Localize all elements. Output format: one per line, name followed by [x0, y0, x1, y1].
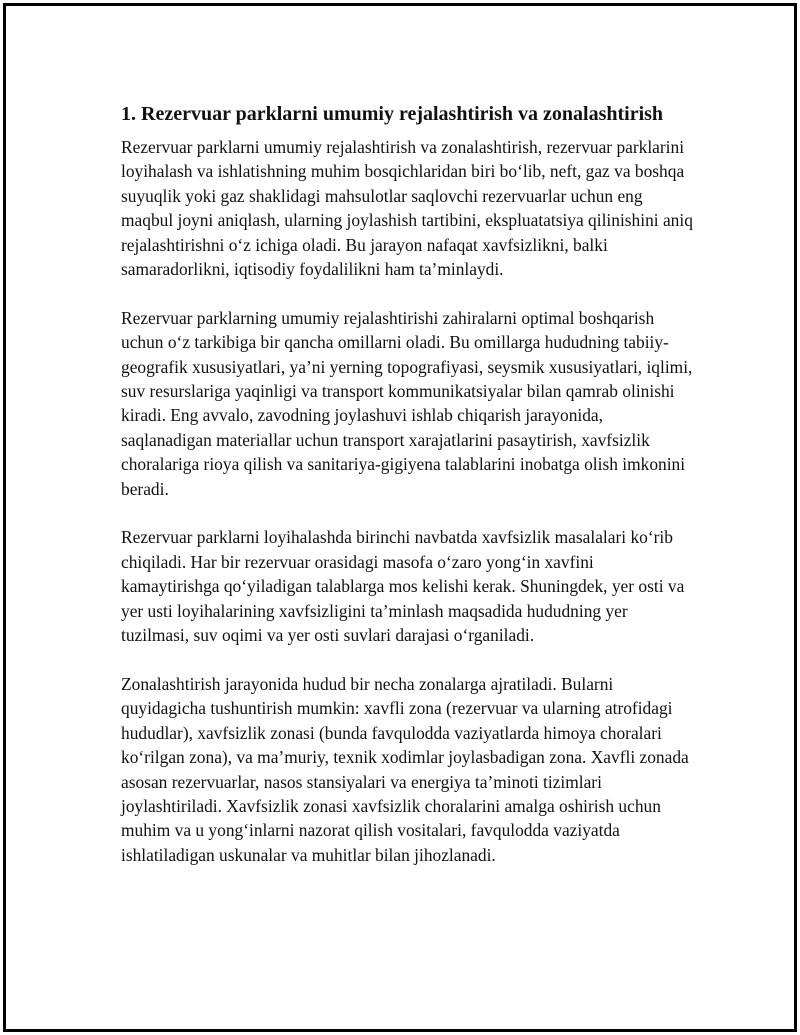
- section-heading: 1. Rezervuar parklarni umumiy rejalashtirish va zonalashtirish: [121, 103, 664, 125]
- paragraph-1: Rezervuar parklarni umumiy rejalashtirish va zonalashtirish, rezervuar parklarini loyihalash va ishlatishning muhim bosqichlaridan biri bo‘lib, neft, gaz va boshqa suyuqlik yoki gaz shaklidagi mahsulotlar saqlovchi rezervuarlar uchun eng maqbul joyni aniqlash, ularning joylashish tartibini, ekspluatatsiya qilinishini aniq rejalashtirishni o‘z ichiga oladi. Bu jarayon nafaqat xavfsizlikni, balki samaradorlikni, iqtisodiy foydalilikni ham ta’minlaydi.: [121, 137, 693, 280]
- paragraph-3: Rezervuar parklarni loyihalashda birinchi navbatda xavfsizlik masalalari ko‘rib chiqiladi. Har bir rezervuar orasidagi masofa o‘zaro yong‘in xavfini kamaytirishga qo‘yiladigan talablarga mos kelishi kerak. Shuningdek, yer osti va yer usti loyihalarining xavfsizligini ta’minlash maqsadida hududning yer tuzilmasi, suv oqimi va yer osti suvlari darajasi o‘rganiladi.: [121, 527, 685, 646]
- document-content: [121, 101, 693, 892]
- paragraph-4: Zonalashtirish jarayonida hudud bir necha zonalarga ajratiladi. Bularni quyidagicha tushuntirish mumkin: xavfli zona (rezervuar va ularning atrofidagi hududlar), xavfsizlik zonasi (bunda favqulodda vaziyatlarda himoya choralari ko‘rilgan zona), va ma’muriy, texnik xodimlar joylasbadigan zona. Xavfli zonada asosan rezervuarlar, nasos stansiyalari va energiya ta’minoti tizimlari joylashtiriladi. Xavfsizlik zonasi xavfsizlik choralarini amalga oshirish uchun muhim va u yong‘inlarni nazorat qilish vositalari, favqulodda vaziyatda ishlatiladigan uskunalar va muhitlar bilan jihozlanadi.: [121, 673, 689, 865]
- document-page: [3, 3, 797, 1032]
- paragraph-2: Rezervuar parklarning umumiy rejalashtirishi zahiralarni optimal boshqarish uchun o‘z tarkibiga bir qancha omillarni oladi. Bu omillarga hududning tabiiy-geografik xususiyatlari, ya’ni yerning topografiyasi, seysmik xususiyatlari, iqlimi, suv resurslariga yaqinligi va transport kommunikatsiyalar bilan qamrab olinishi kiradi. Eng avvalo, zavodning joylashuvi ishlab chiqarish jarayonida, saqlanadigan materiallar uchun transport xarajatlarini pasaytirish, xavfsizlik choralariga rioya qilish va sanitariya-gigiyena talablarini inobatga olish imkonini beradi.: [121, 307, 693, 499]
